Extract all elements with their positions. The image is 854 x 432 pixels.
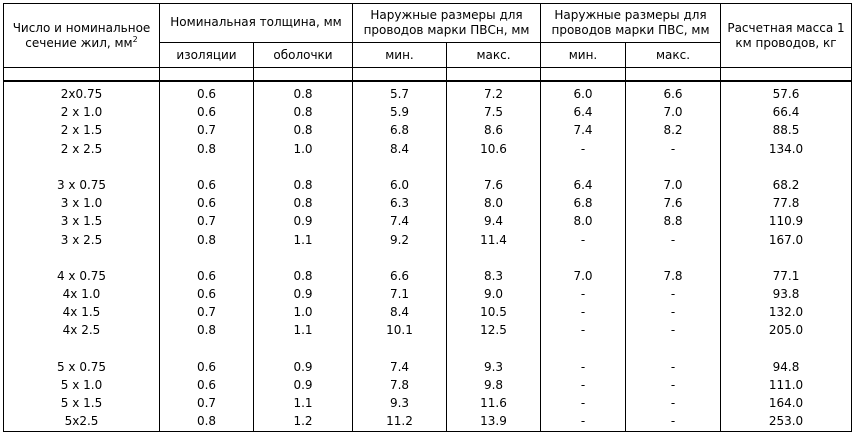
cell-value: 8.0: [483, 196, 504, 211]
cell-value: 0.8: [196, 141, 217, 156]
cell-value: 6.4: [573, 177, 593, 192]
cell-value: -: [670, 287, 676, 302]
cell-value: 6.6: [389, 268, 410, 283]
cell-value: -: [670, 141, 676, 156]
cell-value: 0.8: [293, 177, 313, 192]
group-separator: [353, 158, 446, 176]
cell-value: 7.4: [573, 123, 593, 138]
cell-value: 9.3: [389, 396, 410, 411]
cell-value: 66.4: [772, 105, 800, 120]
group-separator: [626, 158, 720, 176]
cell-value: 1.1: [293, 323, 313, 338]
group-separator: [4, 158, 159, 176]
cell-value: -: [580, 396, 586, 411]
cell-value: 4х 1.0: [62, 287, 101, 302]
cell-value: -: [580, 378, 586, 392]
data-column-pvsn-max: [447, 81, 541, 431]
cell-value: 8.8: [663, 214, 683, 229]
cell-value: 164.0: [768, 396, 804, 411]
cell-value: 0.6: [196, 196, 217, 211]
header-pvsn-max: макс.: [447, 42, 541, 67]
cell-value: 0.6: [196, 177, 217, 192]
cell-value: 2 х 1.5: [60, 123, 103, 138]
cell-value: 2 х 1.0: [60, 105, 103, 120]
cell-value: 3 х 1.0: [60, 196, 103, 211]
header-thickness: Номинальная толщина, мм: [160, 4, 353, 43]
cell-value: 11.6: [480, 396, 507, 411]
cell-value: 94.8: [772, 359, 800, 374]
cell-value: -: [580, 414, 586, 429]
cell-value: 77.1: [772, 268, 800, 283]
cell-value: 0.9: [293, 359, 313, 374]
cell-value: 6.0: [389, 177, 410, 192]
cell-value: 0.6: [196, 87, 217, 101]
cell-value: 0.8: [293, 105, 313, 120]
cell-value: 7.0: [663, 105, 683, 120]
cell-value: 2х0.75: [60, 87, 103, 101]
cable-spec-table: [3, 3, 852, 432]
cell-value: 253.0: [768, 414, 804, 429]
cell-value: 6.0: [573, 87, 593, 101]
header-insulation: изоляции: [160, 42, 254, 67]
cell-value: 7.2: [483, 87, 504, 101]
cell-value: 7.5: [483, 105, 504, 120]
cell-value: 4х 2.5: [62, 323, 101, 338]
cell-value: 205.0: [768, 323, 804, 338]
cell-value: 3 х 2.5: [60, 232, 103, 247]
cell-value: 3 х 1.5: [60, 214, 103, 229]
cell-value: 88.5: [772, 123, 800, 138]
cell-value: 0.8: [196, 323, 217, 338]
cell-value: 1.1: [293, 232, 313, 247]
group-separator: [160, 340, 253, 358]
group-separator: [721, 340, 851, 358]
cell-value: 11.4: [480, 232, 507, 247]
cell-value: 3 х 0.75: [56, 177, 107, 192]
cell-value: 167.0: [768, 232, 804, 247]
header-pvsn-min: мин.: [353, 42, 447, 67]
cell-value: 7.0: [573, 268, 593, 283]
cell-value: 9.0: [483, 287, 504, 302]
cell-value: 7.6: [483, 177, 504, 192]
data-column-pvs-min: [541, 81, 626, 431]
cell-value: 132.0: [768, 305, 804, 320]
header-cores-section-text: Число и номинальное сечение жил, мм: [12, 20, 151, 50]
cell-value: 6.8: [389, 123, 410, 138]
group-separator: [541, 340, 625, 358]
cell-value: 5 х 1.0: [60, 378, 103, 392]
group-separator: [447, 249, 540, 267]
cell-value: -: [580, 359, 586, 374]
cell-value: 93.8: [772, 287, 800, 302]
cell-value: -: [580, 323, 586, 338]
cell-value: -: [670, 305, 676, 320]
header-row-top: [4, 4, 852, 43]
cell-value: 8.2: [663, 123, 683, 138]
cell-value: 0.8: [293, 123, 313, 138]
data-column-cores: [4, 81, 160, 431]
cell-value: 1.0: [293, 305, 313, 320]
group-separator: [541, 158, 625, 176]
cell-value: 0.8: [196, 232, 217, 247]
cell-value: 8.4: [389, 305, 410, 320]
cell-value: 7.0: [663, 177, 683, 192]
cell-value: 0.6: [196, 359, 217, 374]
cell-value: 1.2: [293, 414, 313, 429]
cell-value: -: [580, 232, 586, 247]
cell-value: 7.1: [389, 287, 410, 302]
cell-value: 0.9: [293, 378, 313, 392]
cell-value: 6.3: [389, 196, 410, 211]
header-pvsn-dims: Наружные размеры для проводов марки ПВСн, мм: [353, 4, 541, 43]
header-pvs-max: макс.: [626, 42, 721, 67]
cell-value: -: [670, 414, 676, 429]
group-separator: [4, 249, 159, 267]
cell-value: 7.8: [389, 378, 410, 392]
data-column-sheath: [254, 81, 353, 431]
group-separator: [721, 158, 851, 176]
cell-value: 5.7: [389, 87, 410, 101]
cell-value: 1.1: [293, 396, 313, 411]
cell-value: 8.4: [389, 141, 410, 156]
cell-value: 0.6: [196, 268, 217, 283]
spacer-row: [4, 68, 852, 82]
cell-value: 9.2: [389, 232, 410, 247]
cell-value: 5 х 1.5: [60, 396, 103, 411]
cell-value: 6.8: [573, 196, 593, 211]
cell-value: 11.2: [386, 414, 413, 429]
cell-value: 0.7: [196, 214, 217, 229]
header-pvs-min: мин.: [541, 42, 626, 67]
header-cores-section: [4, 4, 160, 68]
cell-value: 6.4: [573, 105, 593, 120]
group-separator: [4, 340, 159, 358]
cell-value: 0.8: [196, 414, 217, 429]
cell-value: 2 х 2.5: [60, 141, 103, 156]
cell-value: -: [670, 378, 676, 392]
cell-value: -: [670, 396, 676, 411]
cell-value: 77.8: [772, 196, 800, 211]
cell-value: -: [580, 141, 586, 156]
cell-value: 5.9: [389, 105, 410, 120]
group-separator: [160, 249, 253, 267]
group-separator: [353, 249, 446, 267]
data-column-pvs-max: [626, 81, 721, 431]
cell-value: 0.8: [293, 87, 313, 101]
data-row: [4, 81, 852, 431]
cell-value: 7.4: [389, 359, 410, 374]
cell-value: 110.9: [768, 214, 804, 229]
cell-value: 0.9: [293, 214, 313, 229]
cell-value: 0.6: [196, 378, 217, 392]
cell-value: 0.7: [196, 396, 217, 411]
cell-value: 8.0: [573, 214, 593, 229]
cell-value: 8.3: [483, 268, 504, 283]
cell-value: 7.6: [663, 196, 683, 211]
cable-spec-table-container: [3, 3, 851, 432]
cell-value: 10.5: [480, 305, 507, 320]
cell-value: 12.5: [480, 323, 507, 338]
group-separator: [626, 340, 720, 358]
group-separator: [626, 249, 720, 267]
cell-value: 10.6: [480, 141, 507, 156]
cell-value: 57.6: [772, 87, 800, 101]
cell-value: 1.0: [293, 141, 313, 156]
cell-value: 13.9: [480, 414, 507, 429]
cell-value: 111.0: [768, 378, 804, 392]
group-separator: [447, 340, 540, 358]
group-separator: [541, 249, 625, 267]
cell-value: 134.0: [768, 141, 804, 156]
cell-value: -: [670, 232, 676, 247]
cell-value: 9.4: [483, 214, 504, 229]
cell-value: 0.6: [196, 105, 217, 120]
cell-value: 0.7: [196, 305, 217, 320]
cell-value: 5х2.5: [64, 414, 99, 429]
cell-value: 6.6: [663, 87, 683, 101]
data-column-mass: [721, 81, 852, 431]
group-separator: [254, 158, 352, 176]
group-separator: [254, 340, 352, 358]
cell-value: 0.8: [293, 268, 313, 283]
group-separator: [721, 249, 851, 267]
header-sheath: оболочки: [254, 42, 353, 67]
header-mass: Расчетная масса 1 км проводов, кг: [721, 4, 852, 68]
header-pvs-dims: Наружные размеры для проводов марки ПВС, мм: [541, 4, 721, 43]
cell-value: -: [580, 287, 586, 302]
cell-value: 10.1: [386, 323, 413, 338]
group-separator: [447, 158, 540, 176]
cell-value: 9.3: [483, 359, 504, 374]
header-cores-section-sup: 2: [132, 34, 138, 44]
cell-value: 7.8: [663, 268, 683, 283]
cell-value: 68.2: [772, 177, 800, 192]
group-separator: [160, 158, 253, 176]
cell-value: -: [580, 305, 586, 320]
cell-value: 0.9: [293, 287, 313, 302]
data-column-insulation: [160, 81, 254, 431]
cell-value: 8.6: [483, 123, 504, 138]
data-column-pvsn-min: [353, 81, 447, 431]
cell-value: 4х 1.5: [62, 305, 101, 320]
group-separator: [353, 340, 446, 358]
cell-value: -: [670, 359, 676, 374]
cell-value: 0.8: [293, 196, 313, 211]
group-separator: [254, 249, 352, 267]
cell-value: 7.4: [389, 214, 410, 229]
cell-value: -: [670, 323, 676, 338]
cell-value: 5 х 0.75: [56, 359, 107, 374]
cell-value: 9.8: [483, 378, 504, 392]
cell-value: 0.6: [196, 287, 217, 302]
cell-value: 4 х 0.75: [56, 268, 107, 283]
cell-value: 0.7: [196, 123, 217, 138]
